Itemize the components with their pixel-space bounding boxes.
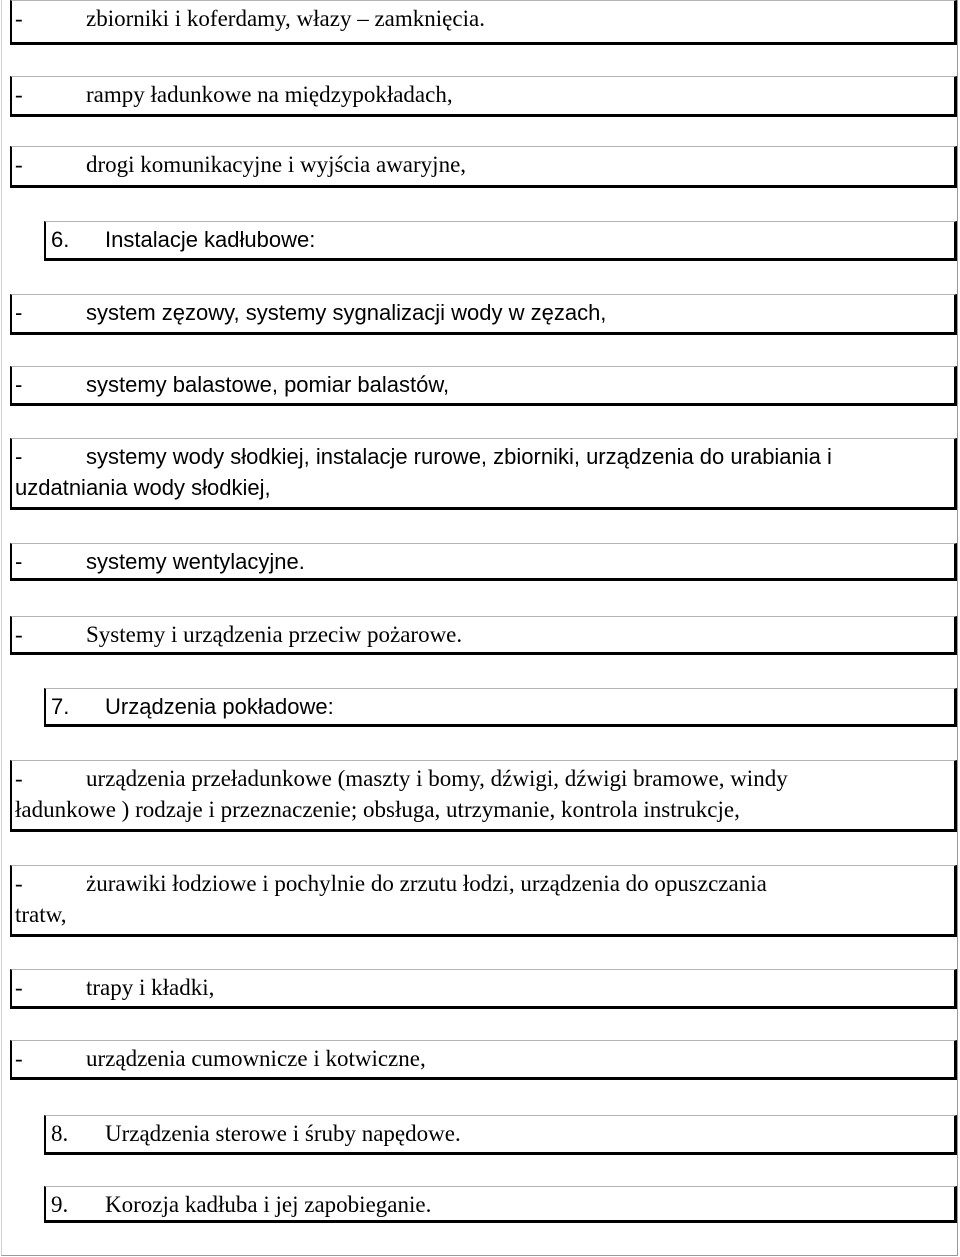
item-text: systemy wentylacyjne. [86, 549, 305, 574]
list-item [10, 438, 957, 510]
item-text: trapy i kładki, [86, 975, 215, 1000]
list-item [10, 366, 957, 406]
document-page [1, 0, 958, 1256]
list-item [10, 76, 957, 117]
bullet-dash: - [15, 766, 23, 791]
bullet-dash: - [15, 622, 23, 647]
section-title: Instalacje kadłubowe: [105, 227, 316, 252]
section-number: 6. [51, 227, 70, 252]
section-heading [44, 221, 957, 261]
list-item [10, 146, 957, 188]
item-text-line2: ładunkowe ) rodzaje i przeznaczenie; obsługa, utrzymanie, kontrola instrukcje, [15, 797, 740, 822]
item-text: urządzenia cumownicze i kotwiczne, [86, 1046, 426, 1071]
list-item [10, 865, 957, 937]
item-text-line2: tratw, [15, 902, 67, 927]
list-item [10, 616, 957, 655]
list-item [10, 1040, 957, 1080]
item-text-block [15, 441, 952, 503]
section-number: 8. [51, 1121, 69, 1146]
bullet-dash: - [15, 6, 23, 31]
section-title: Urządzenia sterowe i śruby napędowe. [105, 1121, 461, 1146]
bullet-dash: - [15, 549, 23, 574]
bullet-dash: - [15, 300, 23, 325]
section-number: 7. [51, 694, 70, 719]
item-text-block [15, 763, 952, 825]
item-text-block [15, 868, 952, 930]
item-text: Systemy i urządzenia przeciw pożarowe. [86, 622, 463, 647]
section-heading [44, 1186, 957, 1223]
list-item [10, 0, 957, 45]
item-text: systemy balastowe, pomiar balastów, [86, 372, 450, 397]
section-number: 9. [51, 1192, 69, 1217]
item-text-line1: urządzenia przeładunkowe (maszty i bomy, dźwigi, dźwigi bramowe, windy [86, 766, 788, 791]
section-title: Urządzenia pokładowe: [105, 694, 334, 719]
item-text: system zęzowy, systemy sygnalizacji wody w zęzach, [86, 300, 607, 325]
bullet-dash: - [15, 152, 23, 177]
item-text-line1: żurawiki łodziowe i pochylnie do zrzutu łodzi, urządzenia do opuszczania [86, 871, 767, 896]
item-text-line2: uzdatniania wody słodkiej, [15, 475, 271, 500]
bullet-dash: - [15, 1046, 23, 1071]
item-text: rampy ładunkowe na międzypokładach, [86, 82, 453, 107]
bullet-dash: - [15, 975, 23, 1000]
bullet-dash: - [15, 444, 23, 469]
list-item [10, 294, 957, 335]
item-text-line1: systemy wody słodkiej, instalacje rurowe, zbiorniki, urządzenia do urabiania i [86, 444, 832, 469]
section-title: Korozja kadłuba i jej zapobieganie. [105, 1192, 432, 1217]
item-text: zbiorniki i koferdamy, włazy – zamknięcia. [86, 6, 485, 31]
section-heading [44, 688, 957, 727]
section-heading [44, 1115, 957, 1155]
list-item [10, 760, 957, 832]
list-item [10, 543, 957, 581]
bullet-dash: - [15, 372, 23, 397]
bullet-dash: - [15, 871, 23, 896]
bullet-dash: - [15, 82, 23, 107]
item-text: drogi komunikacyjne i wyjścia awaryjne, [86, 152, 467, 177]
list-item [10, 969, 957, 1009]
